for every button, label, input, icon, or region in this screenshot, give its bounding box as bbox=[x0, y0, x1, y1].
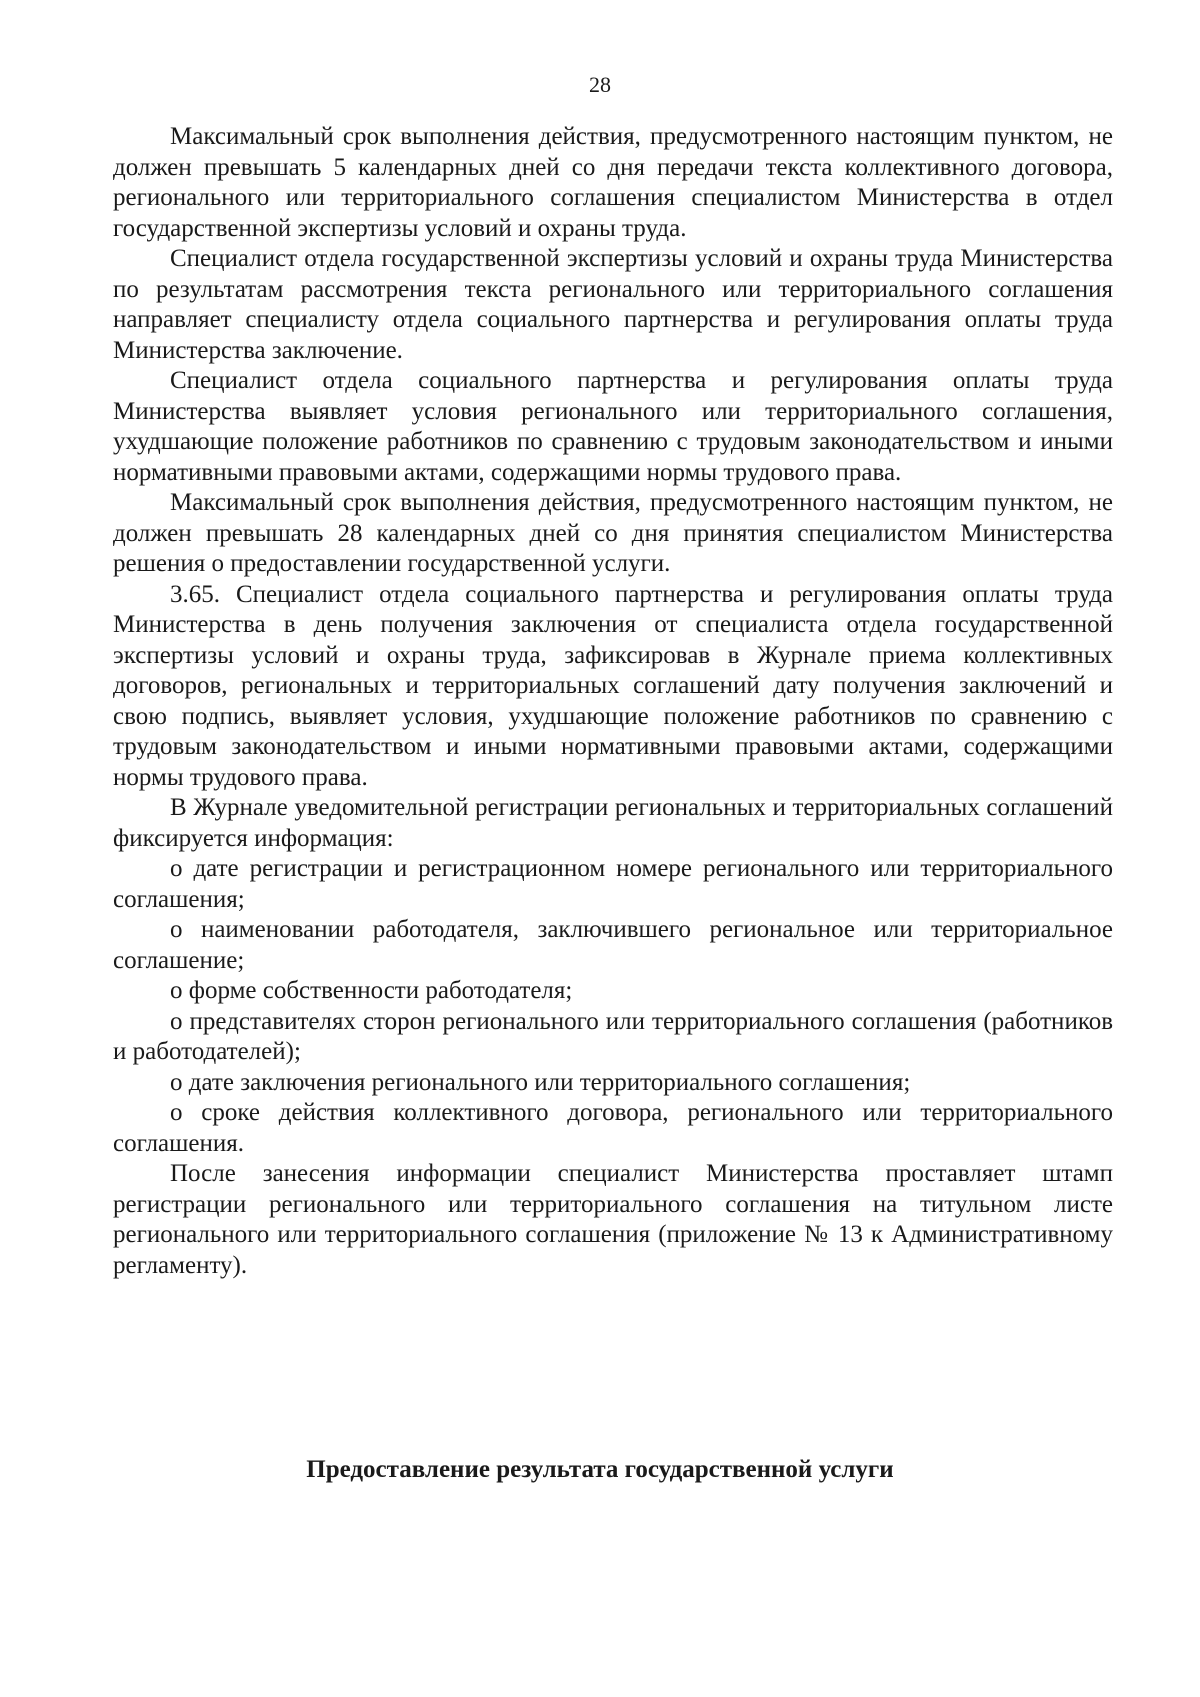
section-heading: Предоставление результата государственной услуги bbox=[306, 1456, 894, 1483]
list-item: о дате заключения регионального или территориального соглашения; bbox=[170, 1068, 911, 1096]
list-item: о сроке действия коллективного договора, регионального или территориального соглашения. bbox=[113, 1099, 1113, 1157]
paragraph-deadline-5-days: Максимальный срок выполнения действия, предусмотренного настоящим пунктом, не должен превышать 5 календарных дней со дня передачи текста коллективного договора, регионального или территориального соглашения специалистом Министерства в отдел государственной экспертизы условий и охраны труда. bbox=[113, 123, 1113, 242]
paragraph-3-65: 3.65. Специалист отдела социального партнерства и регулирования оплаты труда Министерства в день получения заключения от специалиста отдела государственной экспертизы условий и охраны труда, зафиксировав в Журнале приема коллективных договоров, региональных и территориальных соглашений дату получения заключений и свою подпись, выявляет условия, ухудшающие положение работников по сравнению с трудовым законодательством и иными нормативными правовыми актами, содержащими нормы трудового права. bbox=[113, 580, 1113, 791]
list-item: о форме собственности работодателя; bbox=[170, 977, 573, 1004]
page-number: 28 bbox=[589, 72, 611, 97]
paragraph-registration-stamp: После занесения информации специалист Министерства проставляет штамп регистрации регионального или территориального соглашения на титульном листе регионального или территориального соглашения (приложение № 13 к Административному регламенту). bbox=[113, 1160, 1113, 1279]
paragraph-identify-conditions: Специалист отдела социального партнерства и регулирования оплаты труда Министерства выявляет условия регионального или территориального соглашения, ухудшающие положение работников по сравнению с трудовым законодательством и иными нормативными правовыми актами, содержащими нормы трудового права. bbox=[113, 367, 1113, 486]
paragraph-expertise-conclusion: Специалист отдела государственной экспертизы условий и охраны труда Министерства по результатам рассмотрения текста регионального или территориального соглашения направляет специалисту отдела социального партнерства и регулирования оплаты труда Министерства заключение. bbox=[113, 245, 1113, 364]
document-body bbox=[113, 122, 1113, 1281]
paragraph-journal-info: В Журнале уведомительной регистрации региональных и территориальных соглашений фиксируется информация: bbox=[113, 794, 1113, 852]
list-item: о представителях сторон регионального или территориального соглашения (работников и работодателей); bbox=[113, 1007, 1113, 1065]
list-item: о дате регистрации и регистрационном номере регионального или территориального соглашения; bbox=[113, 855, 1113, 913]
paragraph-deadline-28-days: Максимальный срок выполнения действия, предусмотренного настоящим пунктом, не должен превышать 28 календарных дней со дня принятия специалистом Министерства решения о предоставлении государственной услуги. bbox=[113, 489, 1113, 577]
list-item: о наименовании работодателя, заключившего региональное или территориальное соглашение; bbox=[113, 916, 1113, 974]
